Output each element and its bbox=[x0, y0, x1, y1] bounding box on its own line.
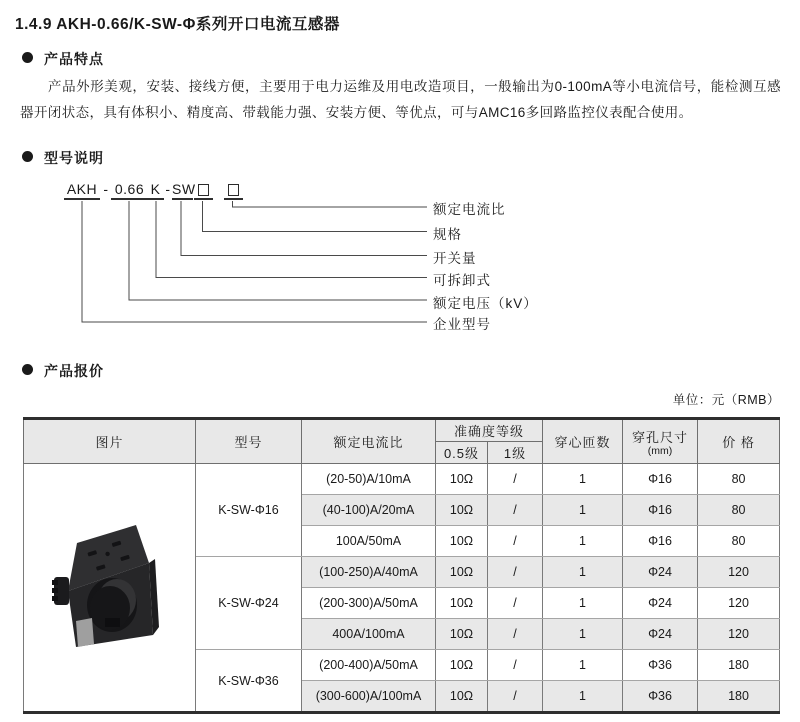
turns-cell: 1 bbox=[543, 464, 623, 495]
model-spec-box bbox=[228, 184, 239, 196]
price-cell: 120 bbox=[698, 619, 780, 650]
bullet-icon bbox=[22, 364, 33, 375]
model-code-sw: SW bbox=[172, 181, 193, 200]
diagram-label: 规格 bbox=[433, 227, 462, 242]
ratio-cell: (200-300)A/50mA bbox=[302, 588, 436, 619]
product-photo bbox=[52, 517, 168, 655]
acc05-cell: 10Ω bbox=[436, 588, 488, 619]
hole-cell: Φ24 bbox=[623, 619, 698, 650]
model-spec-box bbox=[198, 184, 209, 196]
hole-cell: Φ16 bbox=[623, 526, 698, 557]
acc05-cell: 10Ω bbox=[436, 681, 488, 713]
model-cell: K-SW-Φ16 bbox=[196, 464, 302, 557]
acc1-cell: / bbox=[488, 588, 543, 619]
ratio-cell: (200-400)A/50mA bbox=[302, 650, 436, 681]
col-header-hole-size bbox=[623, 419, 698, 464]
acc05-cell: 10Ω bbox=[436, 495, 488, 526]
hole-cell: Φ36 bbox=[623, 650, 698, 681]
table-row bbox=[24, 464, 780, 495]
features-paragraph: 产品外形美观，安装、接线方便，主要用于电力运维及用电改造项目，一般输出为0-100mA等小电流信号，能检测互感器开闭状态，具有体积小、精度高、带载能力强、安装方便、等优点，可与AMC16多回路监控仪表配合使用。 bbox=[20, 79, 781, 120]
page-title: 1.4.9 AKH-0.66/K-SW-Φ系列开口电流互感器 bbox=[15, 16, 340, 33]
section-heading-features: 产品特点 bbox=[44, 51, 104, 67]
diagram-label: 可拆卸式 bbox=[433, 273, 491, 288]
hole-cell: Φ24 bbox=[623, 557, 698, 588]
ratio-cell: (20-50)A/10mA bbox=[302, 464, 436, 495]
price-cell: 120 bbox=[698, 588, 780, 619]
ratio-cell: 100A/50mA bbox=[302, 526, 436, 557]
bullet-icon bbox=[22, 151, 33, 162]
model-code-k: K bbox=[147, 181, 164, 200]
turns-cell: 1 bbox=[543, 681, 623, 713]
ratio-cell: (40-100)A/20mA bbox=[302, 495, 436, 526]
col-header-model: 型号 bbox=[196, 419, 302, 464]
col-header-image: 图片 bbox=[24, 419, 196, 464]
hole-cell: Φ24 bbox=[623, 588, 698, 619]
hole-size-label: 穿孔尺寸 bbox=[632, 430, 689, 445]
acc05-cell: 10Ω bbox=[436, 650, 488, 681]
turns-cell: 1 bbox=[543, 495, 623, 526]
spec-box-underline bbox=[194, 198, 213, 200]
section-heading-model: 型号说明 bbox=[44, 150, 104, 166]
ratio-cell: 400A/100mA bbox=[302, 619, 436, 650]
price-cell: 80 bbox=[698, 495, 780, 526]
price-table bbox=[23, 417, 780, 714]
col-header-acc-1: 1级 bbox=[488, 442, 543, 464]
price-cell: 180 bbox=[698, 650, 780, 681]
model-cell: K-SW-Φ24 bbox=[196, 557, 302, 650]
turns-cell: 1 bbox=[543, 650, 623, 681]
acc05-cell: 10Ω bbox=[436, 557, 488, 588]
col-header-acc-05: 0.5级 bbox=[436, 442, 488, 464]
model-code-brand: AKH bbox=[64, 181, 100, 200]
diagram-label: 开关量 bbox=[433, 251, 477, 266]
diagram-label: 额定电流比 bbox=[433, 202, 506, 217]
acc05-cell: 10Ω bbox=[436, 619, 488, 650]
acc1-cell: / bbox=[488, 557, 543, 588]
turns-cell: 1 bbox=[543, 557, 623, 588]
hole-size-unit: (mm) bbox=[647, 445, 673, 457]
model-code-dash: - bbox=[103, 181, 109, 197]
acc1-cell: / bbox=[488, 650, 543, 681]
acc1-cell: / bbox=[488, 619, 543, 650]
diagram-label: 企业型号 bbox=[433, 317, 491, 332]
price-cell: 180 bbox=[698, 681, 780, 713]
model-cell: K-SW-Φ36 bbox=[196, 650, 302, 713]
hole-cell: Φ16 bbox=[623, 464, 698, 495]
hole-cell: Φ16 bbox=[623, 495, 698, 526]
model-code-voltage: 0.66 bbox=[111, 181, 148, 200]
product-photo-cell bbox=[24, 464, 196, 713]
col-header-accuracy-group: 准确度等级 bbox=[436, 419, 543, 442]
bullet-icon bbox=[22, 52, 33, 63]
col-header-price: 价 格 bbox=[698, 419, 780, 464]
acc1-cell: / bbox=[488, 495, 543, 526]
ratio-cell: (100-250)A/40mA bbox=[302, 557, 436, 588]
unit-note: 单位：元（RMB） bbox=[672, 393, 780, 407]
price-cell: 120 bbox=[698, 557, 780, 588]
acc1-cell: / bbox=[488, 681, 543, 713]
price-cell: 80 bbox=[698, 464, 780, 495]
turns-cell: 1 bbox=[543, 588, 623, 619]
spec-box-underline bbox=[224, 198, 243, 200]
col-header-turns: 穿心匝数 bbox=[543, 419, 623, 464]
price-cell: 80 bbox=[698, 526, 780, 557]
section-heading-pricing: 产品报价 bbox=[44, 363, 104, 379]
model-code-dash: - bbox=[165, 181, 171, 197]
diagram-label: 额定电压（kV） bbox=[433, 296, 538, 311]
ratio-cell: (300-600)A/100mA bbox=[302, 681, 436, 713]
acc1-cell: / bbox=[488, 464, 543, 495]
turns-cell: 1 bbox=[543, 619, 623, 650]
turns-cell: 1 bbox=[543, 526, 623, 557]
diagram-connector-lines bbox=[0, 0, 800, 340]
col-header-ratio: 额定电流比 bbox=[302, 419, 436, 464]
hole-cell: Φ36 bbox=[623, 681, 698, 713]
acc1-cell: / bbox=[488, 526, 543, 557]
acc05-cell: 10Ω bbox=[436, 464, 488, 495]
acc05-cell: 10Ω bbox=[436, 526, 488, 557]
